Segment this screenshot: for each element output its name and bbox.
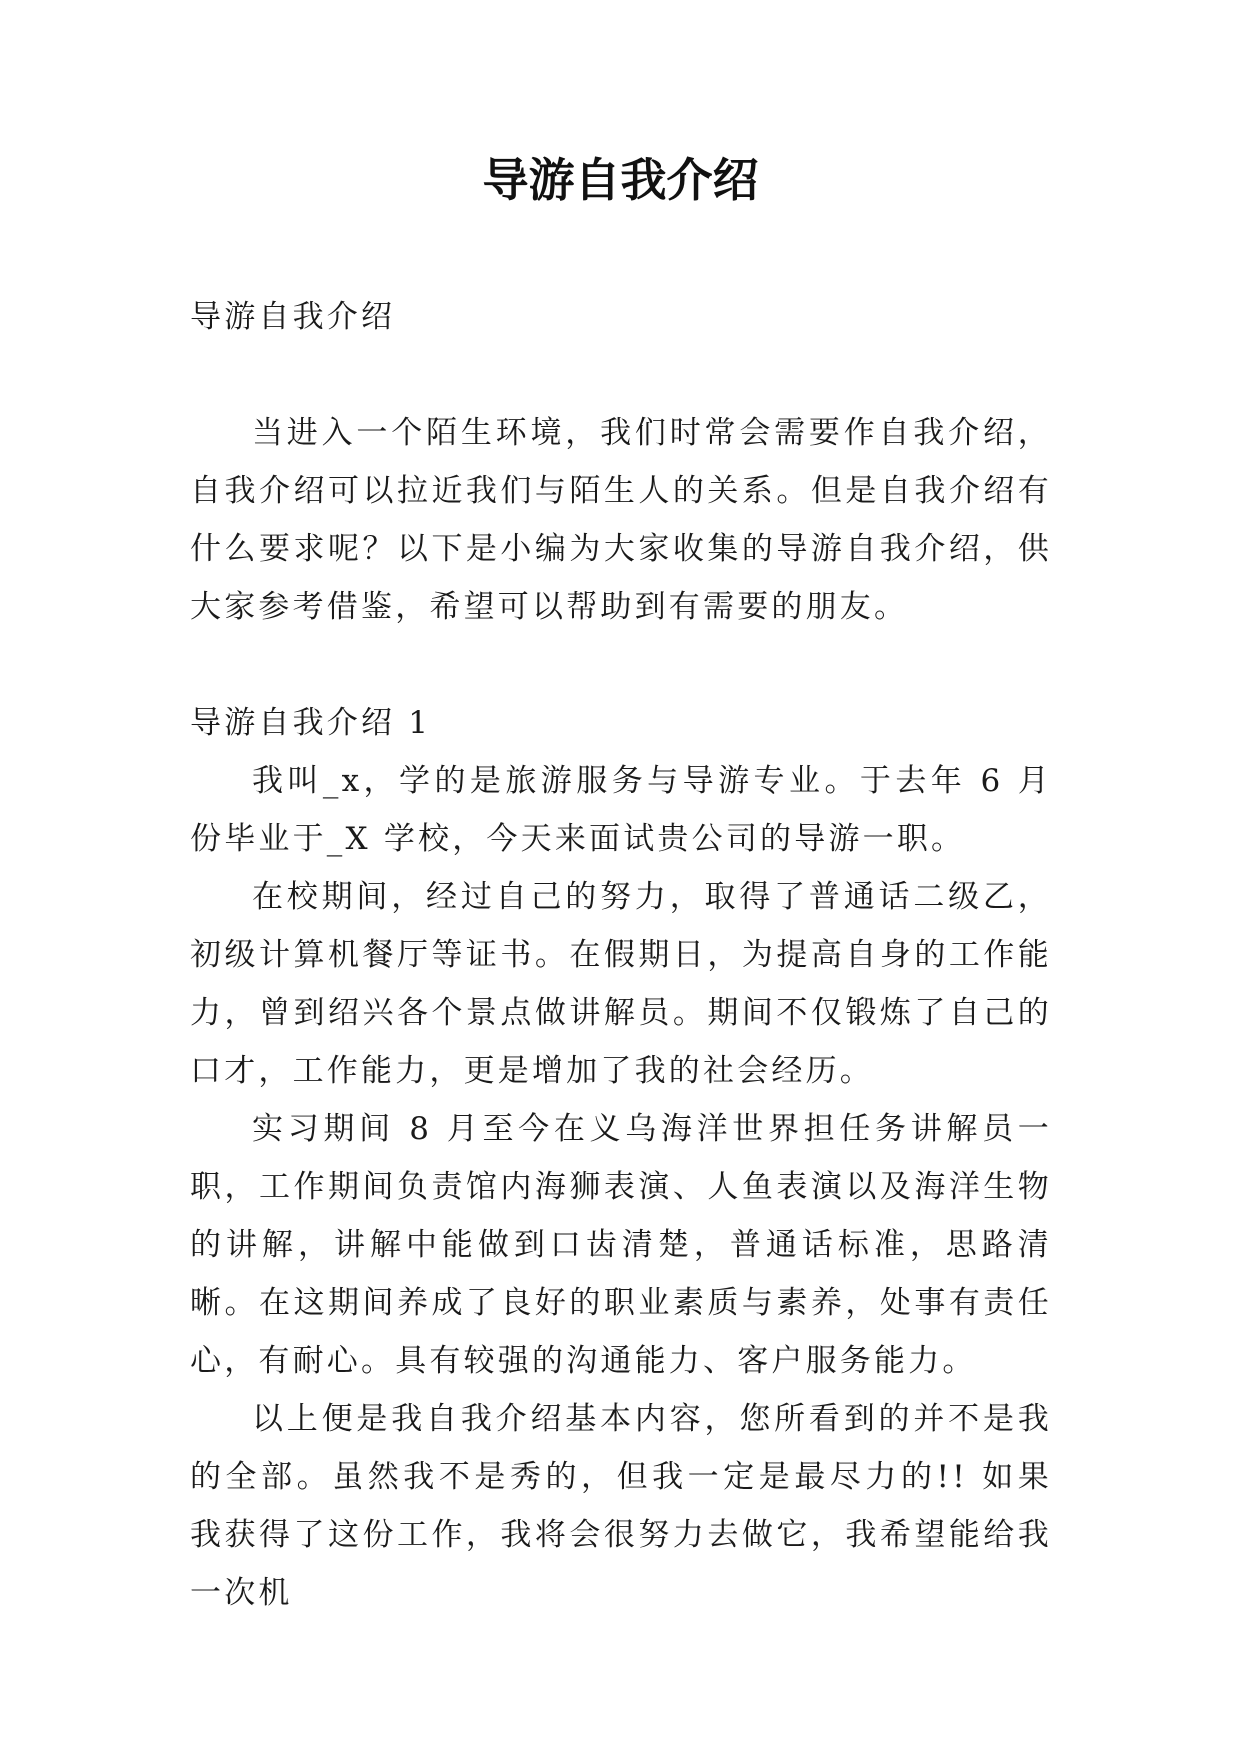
body-paragraph-3: 实习期间 8 月至今在义乌海洋世界担任务讲解员一职，工作期间负责馆内海狮表演、人鱼表演以及海洋生物的讲解，讲解中能做到口齿清楚，普通话标准，思路清晰。在这期间养成了良好的职业素质与素养，处事有责任心，有耐心。具有较强的沟通能力、客户服务能力。 [190,1111,1052,1379]
body-paragraph-4: 以上便是我自我介绍基本内容，您所看到的并不是我的全部。虽然我不是秀的，但我一定是最尽力的!! 如果我获得了这份工作，我将会很努力去做它，我希望能给我一次机 [190,1401,1052,1611]
body-paragraph-2: 在校期间，经过自己的努力，取得了普通话二级乙，初级计算机餐厅等证书。在假期日，为提高自身的工作能力，曾到绍兴各个景点做讲解员。期间不仅锻炼了自己的口才，工作能力，更是增加了我的社会经历。 [190,879,1052,1089]
spacer [190,346,1052,404]
document-subtitle: 导游自我介绍 [190,299,396,335]
section-heading: 导游自我介绍 1 [190,705,432,741]
document-body [190,288,1052,1622]
body-paragraph-1: 我叫_x，学的是旅游服务与导游专业。于去年 6 月份毕业于_X 学校，今天来面试贵公司的导游一职。 [190,763,1052,857]
spacer [190,636,1052,694]
document-title: 导游自我介绍 [482,153,759,207]
intro-paragraph: 当进入一个陌生环境，我们时常会需要作自我介绍，自我介绍可以拉近我们与陌生人的关系。但是自我介绍有什么要求呢？以下是小编为大家收集的导游自我介绍，供大家参考借鉴，希望可以帮助到有需要的朋友。 [190,415,1052,625]
